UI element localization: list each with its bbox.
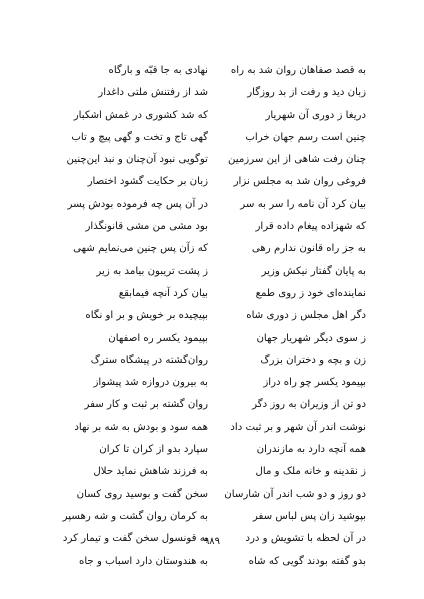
verse-first-hemistich: بپیمود یکسر چو راه دراز [263, 377, 366, 389]
verse-second-hemistich: بپیمود یکسر ره اصفهان [108, 332, 208, 344]
verse-second-hemistich: زبان بر حکایت گشود اختصار [87, 176, 208, 188]
verse-first-hemistich: نوشت اندر آن شهر و بر ثبت داد [230, 421, 366, 433]
verse-row [58, 238, 366, 260]
verse-first-hemistich: به جز راه قانون ندارم رهی [251, 243, 366, 255]
verse-row [58, 82, 366, 104]
verse-row [58, 283, 366, 305]
verse-first-hemistich: چنین است رسم جهان خراب [245, 131, 366, 143]
verse-second-hemistich: توگویی نبود آن‌چنان و نبد این‌چنین [66, 154, 208, 166]
verse-first-hemistich: فروغی روان شد به مجلس نزار [233, 176, 366, 188]
verse-row [58, 149, 366, 171]
verse-first-hemistich: دو تن از وزیران به روز دگر [252, 399, 366, 411]
verse-second-hemistich: شد از رفتنش ملتی داغدار [98, 87, 208, 99]
verse-first-hemistich: که شهزاده پیغام داده قرار [255, 221, 366, 233]
verse-row [58, 551, 366, 573]
verse-first-hemistich: بدو گفته بودند گویی که شاه [248, 555, 366, 567]
verse-first-hemistich: در آن لحظه با تشویش و درد [245, 533, 366, 545]
verse-second-hemistich: در آن پس چه فرموده بودش پسر [67, 198, 208, 210]
verse-second-hemistich: که شد کشوری در غمش اشکبار [73, 109, 208, 121]
verse-first-hemistich: به پایان گفتار نیکش وزیر [261, 265, 366, 277]
verse-first-hemistich: بپوشید زان پس لباس سفر [252, 510, 366, 522]
verse-row [58, 261, 366, 283]
poem-verses [58, 60, 366, 573]
verse-first-hemistich: به قصد صفاهان روان شد به راه [230, 65, 366, 76]
verse-second-hemistich: سپارد بدو از کران تا کران [99, 444, 208, 456]
verse-row [58, 60, 366, 82]
verse-second-hemistich: بود مشی من مشی قانونگذار [85, 221, 208, 233]
verse-second-hemistich: نهادی به جا قبّه و بارگاه [108, 65, 208, 76]
verse-row [58, 328, 366, 350]
verse-row [58, 372, 366, 394]
verse-row [58, 194, 366, 216]
verse-first-hemistich: بیان کرد آن نامه را سر به سر [240, 198, 366, 210]
verse-first-hemistich: نماینده‌ای خود ز روی طمع [255, 287, 366, 299]
verse-first-hemistich: زبان دید و رفت از بد روزگار [247, 87, 366, 99]
verse-first-hemistich: ز سوی دیگر شهریار جهان [256, 332, 366, 344]
verse-first-hemistich: دو روز و دو شب اندر آن شارسان [224, 488, 366, 500]
verse-row [58, 417, 366, 439]
verse-second-hemistich: گهی تاج و تخت و گهی پیچ و تاب [71, 131, 208, 143]
verse-second-hemistich: همه سود و بودش به شه بر نهاد [74, 421, 208, 433]
verse-row [58, 461, 366, 483]
verse-row [58, 127, 366, 149]
verse-row [58, 506, 366, 528]
verse-row [58, 216, 366, 238]
verse-second-hemistich: به هندوستان دارد اسباب و جاه [78, 555, 208, 567]
verse-second-hemistich: بپیچیده بر خویش و بر او نگاه [85, 310, 208, 322]
verse-second-hemistich: به فرزند شاهش نماید حلال [93, 466, 208, 478]
verse-first-hemistich: زن و بچه و دختران بزرگ [260, 354, 366, 366]
verse-row [58, 484, 366, 506]
verse-second-hemistich: سخن گفت و بوسید روی کسان [76, 488, 208, 500]
page-number: ۹۸۹ [203, 536, 221, 547]
verse-second-hemistich: که زآن پس چنین می‌نمایم شهی [73, 243, 208, 255]
verse-second-hemistich: به کرمان روان گشت و شه رهسپر [62, 510, 208, 522]
verse-first-hemistich: چنان رفت شاهی از این سرزمین [228, 154, 366, 166]
verse-row [58, 394, 366, 416]
verse-second-hemistich: به قونسول سخن گفت و تیمار کرد [62, 533, 208, 545]
verse-row [58, 105, 366, 127]
verse-second-hemistich: ز پشت تریبون بیامد به زیر [96, 265, 208, 277]
verse-second-hemistich: روان گشته بر ثبت و کار سفر [84, 399, 208, 411]
verse-first-hemistich: دریغا ز دوری آن شهریار [265, 109, 366, 121]
verse-first-hemistich: دگر اهل مجلس ز دوری شاه [246, 310, 366, 322]
verse-second-hemistich: بیان کرد آنچه فیمابقع [118, 287, 208, 299]
verse-first-hemistich: ز نقدینه و خانه ملک و مال [255, 466, 366, 478]
verse-row [58, 305, 366, 327]
verse-row [58, 350, 366, 372]
verse-first-hemistich: همه آنچه دارد به مازندران [256, 444, 366, 456]
verse-row [58, 171, 366, 193]
verse-row [58, 439, 366, 461]
verse-second-hemistich: به بیرون دروازه شد پیشواز [93, 377, 208, 389]
verse-second-hemistich: روان‌گشته در پیشگاه سترگ [90, 354, 208, 366]
